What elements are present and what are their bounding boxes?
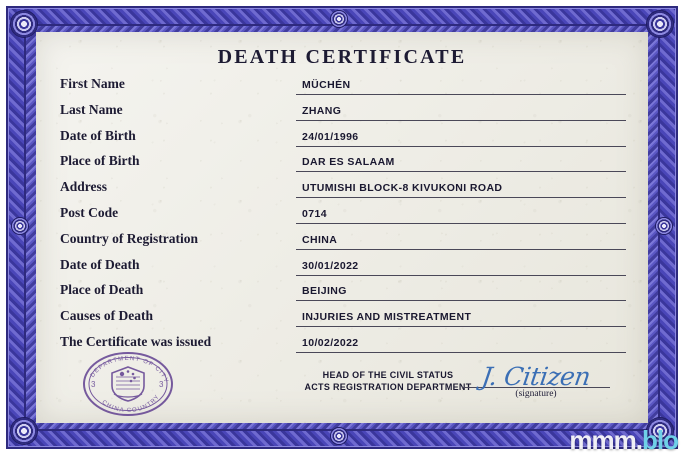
rosette-right-center-icon [656, 218, 672, 234]
fields-list [60, 74, 626, 358]
field-row-address [60, 177, 626, 203]
field-underline [296, 223, 626, 224]
certificate-paper [36, 32, 648, 423]
watermark-part-1: mmm. [569, 425, 642, 455]
stamp-stars-icon [120, 370, 136, 382]
field-value-address: UTUMISHI BLOCK-8 KIVUKONI ROAD [302, 182, 503, 195]
field-value-place-of-death: BEIJING [302, 285, 347, 298]
field-row-date-of-birth [60, 126, 626, 152]
rosette-top-right-icon [647, 11, 673, 37]
field-underline [296, 94, 626, 95]
field-value-causes-of-death: INJURIES AND MISTREATMENT [302, 311, 472, 324]
field-label: Address [60, 179, 108, 195]
signature-block [456, 362, 616, 399]
watermark-part-2: blo [642, 425, 678, 455]
field-value-last-name: ZHANG [302, 104, 342, 117]
field-label: Place of Birth [60, 153, 140, 169]
field-row-causes-of-death [60, 306, 626, 332]
field-row-last-name [60, 100, 626, 126]
field-value-place-of-birth: DAR ES SALAAM [302, 156, 395, 169]
field-value-first-name: MÜCHÉN [302, 79, 351, 91]
field-value-certificate-issued: 10/02/2022 [302, 336, 359, 349]
stamp-right-char: 3 [159, 380, 164, 389]
field-underline [296, 352, 626, 353]
field-label: First Name [60, 76, 125, 91]
rosette-left-center-icon [12, 218, 28, 234]
field-row-first-name [60, 74, 626, 100]
signature-text: J. Citizen [479, 362, 593, 391]
field-label: Last Name [60, 101, 123, 117]
department-line-1: HEAD OF THE CIVIL STATUS [322, 370, 454, 380]
official-stamp [80, 350, 176, 418]
field-label: Date of Birth [60, 127, 136, 143]
field-row-place-of-death [60, 280, 626, 306]
rosette-top-center-icon [331, 11, 347, 27]
field-label: Date of Death [60, 256, 140, 272]
field-underline [296, 197, 626, 198]
field-underline [296, 146, 626, 147]
field-value-post-code: 0714 [302, 207, 327, 220]
field-underline [296, 300, 626, 301]
rosette-top-left-icon [11, 11, 37, 37]
field-value-date-of-death: 30/01/2022 [302, 259, 359, 272]
stamp-bottom-text: CHINA COUNTRY [100, 393, 162, 415]
stamp-left-char: 3 [91, 380, 96, 389]
field-label: Causes of Death [60, 308, 153, 324]
field-value-date-of-birth: 24/01/1996 [302, 130, 359, 143]
field-label: Country of Registration [60, 230, 198, 246]
field-underline [296, 326, 626, 327]
field-underline [296, 120, 626, 121]
field-underline [296, 171, 626, 172]
field-label: Post Code [60, 204, 119, 220]
field-label: Place of Death [60, 282, 144, 298]
field-row-date-of-death [60, 255, 626, 281]
page-title: DEATH CERTIFICATE [217, 46, 467, 68]
department-line-2: ACTS REGISTRATION DEPARTMENT [304, 382, 472, 392]
rosette-bottom-left-icon [11, 418, 37, 444]
field-underline [296, 249, 626, 250]
field-row-country-of-registration [60, 229, 626, 255]
field-label: The Certificate was issued [60, 333, 212, 349]
signature-caption: (signature) [515, 389, 557, 399]
field-underline [296, 275, 626, 276]
field-row-post-code [60, 203, 626, 229]
rosette-bottom-center-icon [331, 428, 347, 444]
field-value-country-of-registration: CHINA [302, 233, 338, 246]
stamp-top-text: DEPARTMENT OF CITY [89, 355, 170, 385]
watermark [569, 427, 678, 453]
field-row-place-of-birth [60, 151, 626, 177]
